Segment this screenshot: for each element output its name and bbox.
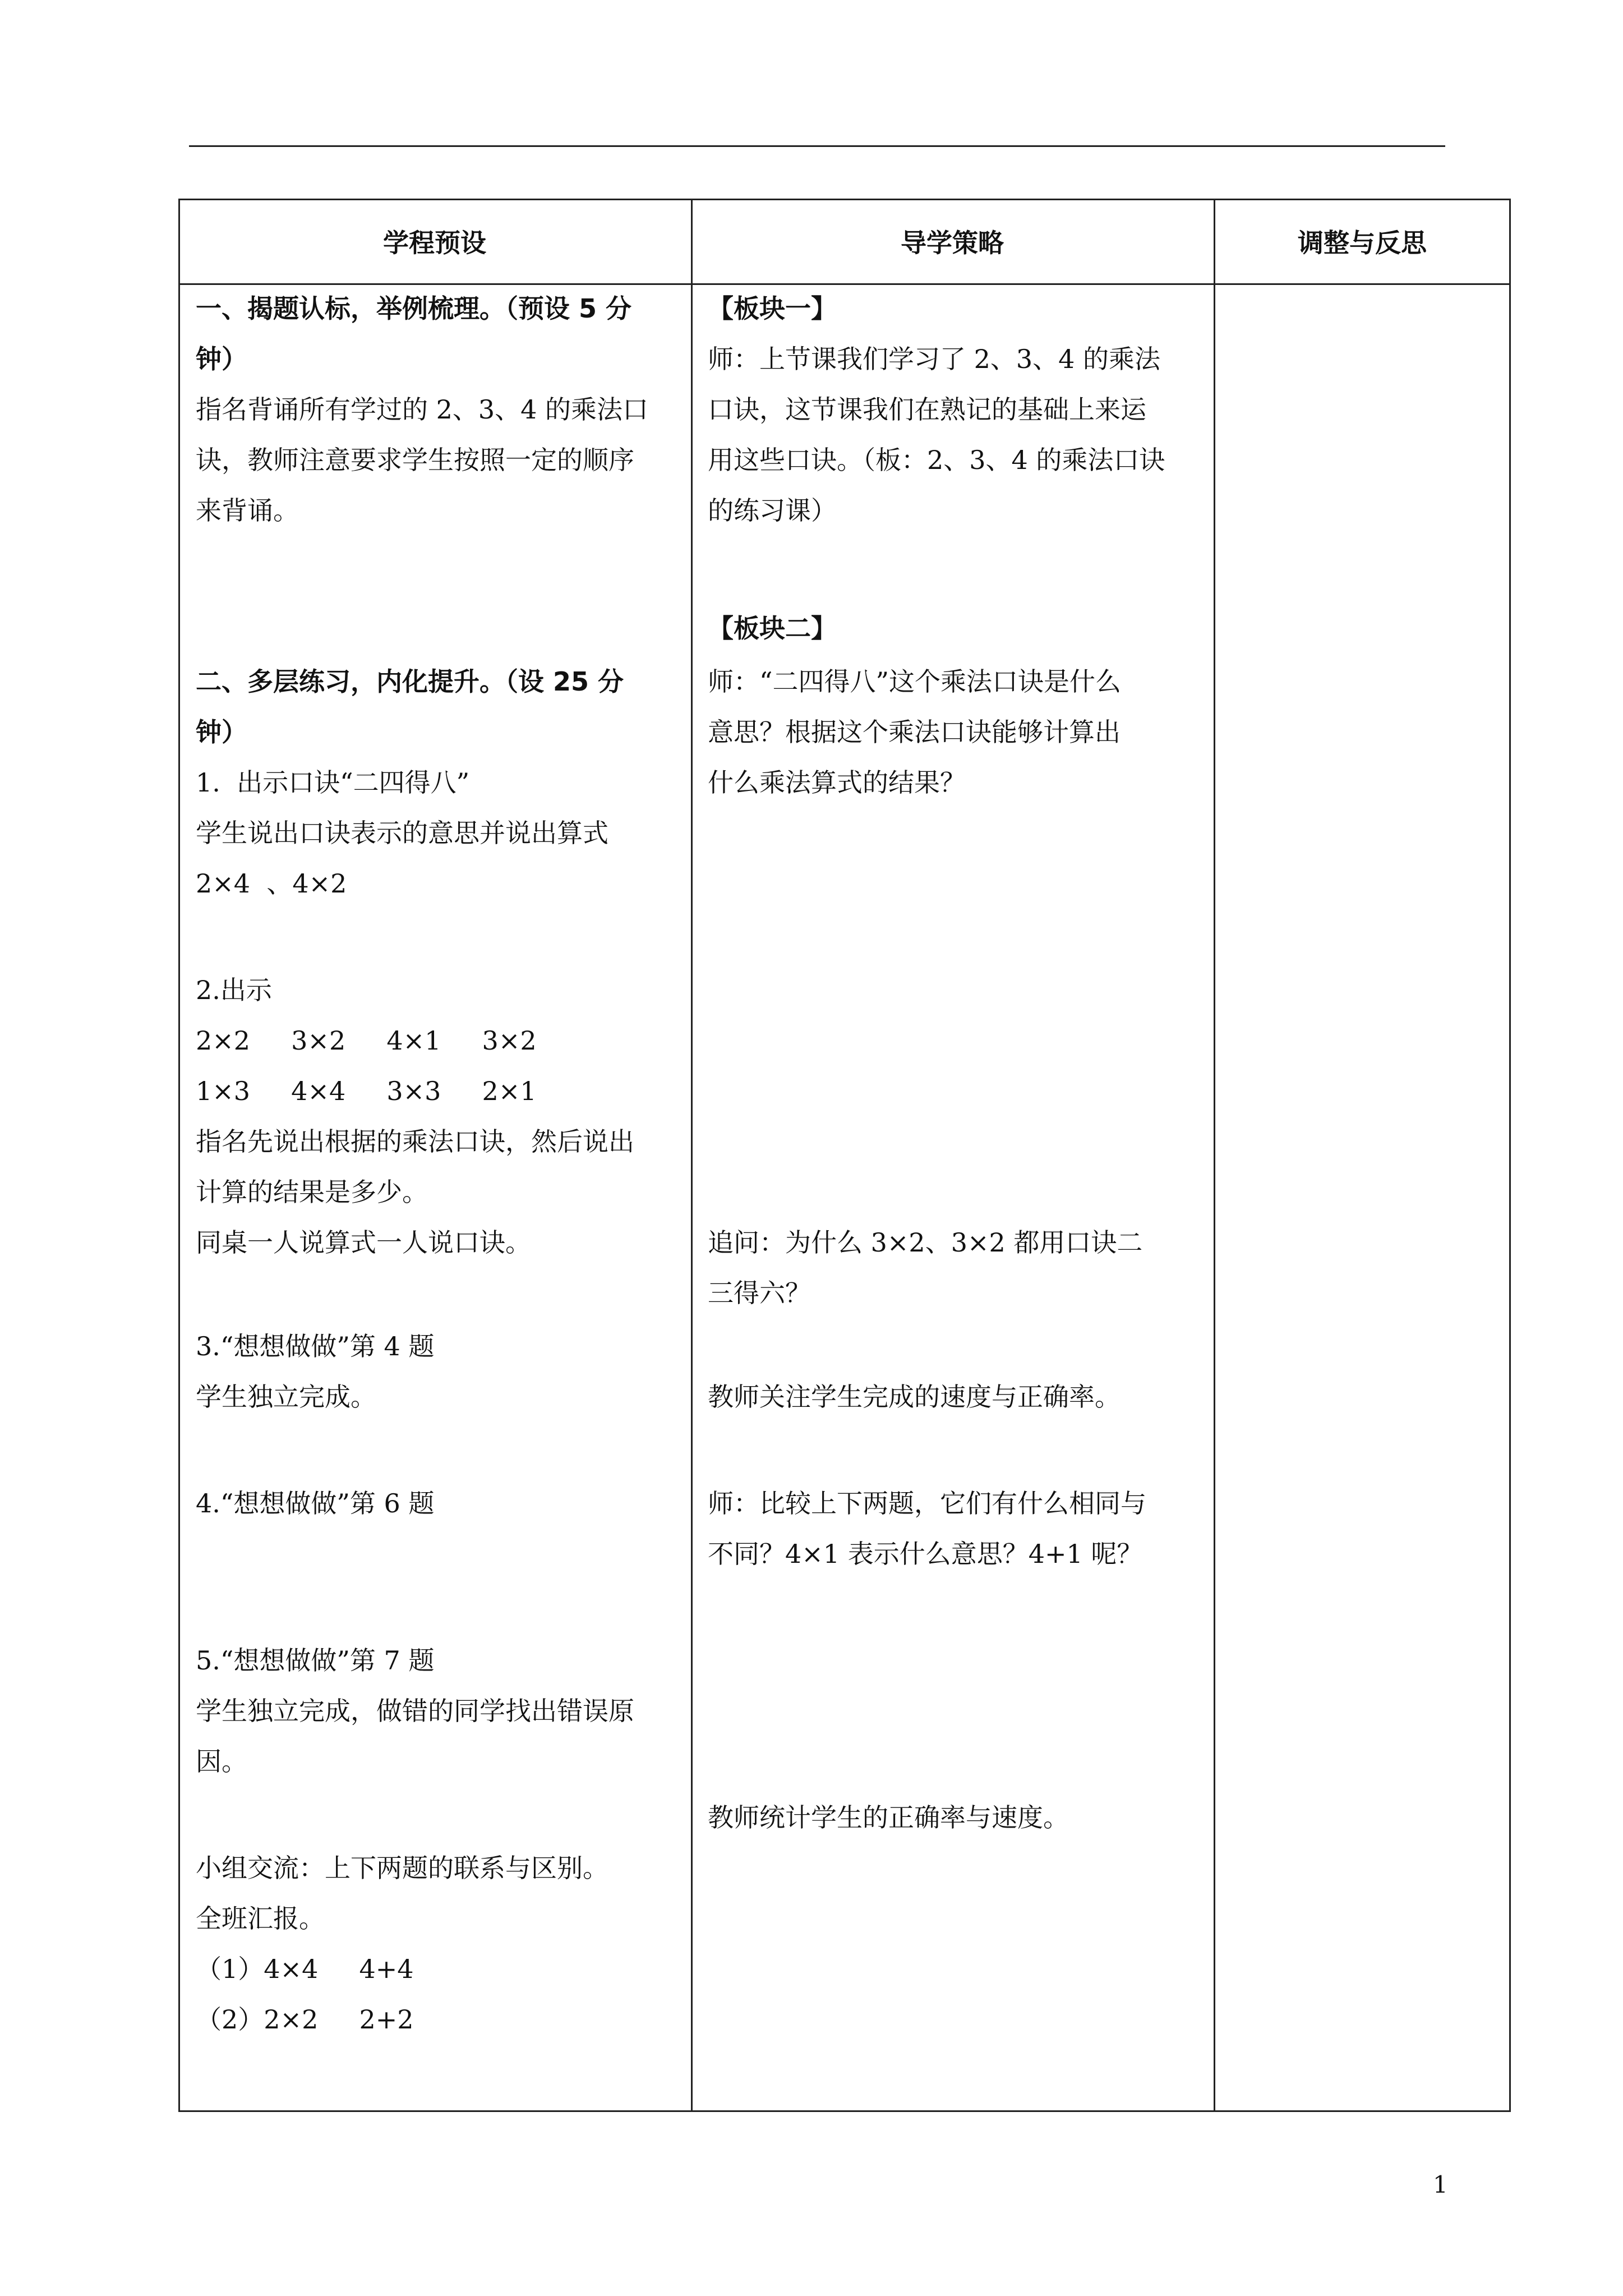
text-line: 同桌一人说算式一人说口诀。 bbox=[196, 1227, 531, 1258]
text-line: （2）2×2 2+2 bbox=[196, 2004, 414, 2035]
page-number: 1 bbox=[1433, 2171, 1448, 2198]
text-line: 什么乘法算式的结果？ bbox=[708, 767, 966, 798]
text-line: 追问：为什么 3×2、3×2 都用口诀二 bbox=[708, 1227, 1143, 1258]
header-guidance-strategy: 导学策略 bbox=[901, 227, 1004, 258]
text-line: 2×4 、4×2 bbox=[196, 868, 347, 899]
text-line: 2×2 3×2 4×1 3×2 bbox=[196, 1025, 537, 1056]
text-line: 指名背诵所有学过的 2、3、4 的乘法口 bbox=[196, 394, 649, 425]
text-line: 全班汇报。 bbox=[196, 1903, 325, 1934]
section-heading: 钟） bbox=[196, 344, 247, 374]
section-heading: 二、多层练习，内化提升。（设 25 分 bbox=[196, 666, 624, 697]
block-heading: 【板块二】 bbox=[708, 613, 837, 643]
text-line: 因。 bbox=[196, 1746, 247, 1777]
header-rule bbox=[189, 145, 1445, 147]
text-line: 三得六？ bbox=[708, 1278, 811, 1308]
text-line: 教师统计学生的正确率与速度。 bbox=[708, 1802, 1069, 1833]
text-line: 诀，教师注意要求学生按照一定的顺序 bbox=[196, 445, 634, 475]
text-line: 教师关注学生完成的速度与正确率。 bbox=[708, 1382, 1121, 1412]
text-line: 口诀，这节课我们在熟记的基础上来运 bbox=[708, 394, 1146, 425]
header-row-divider bbox=[178, 283, 1511, 285]
text-line: 意思？根据这个乘法口诀能够计算出 bbox=[708, 717, 1121, 747]
section-heading: 一、揭题认标，举例梳理。（预设 5 分 bbox=[196, 293, 632, 324]
text-line: 3.“想想做做”第 4 题 bbox=[196, 1331, 435, 1361]
column-divider-1 bbox=[691, 199, 693, 2112]
text-line: 小组交流：上下两题的联系与区别。 bbox=[196, 1853, 608, 1883]
block-heading: 【板块一】 bbox=[708, 293, 837, 324]
text-line: 师：上节课我们学习了 2、3、4 的乘法 bbox=[708, 344, 1161, 374]
text-line: 4.“想想做做”第 6 题 bbox=[196, 1488, 435, 1519]
header-learning-plan: 学程预设 bbox=[383, 227, 486, 258]
text-line: 学生说出口诀表示的意思并说出算式 bbox=[196, 818, 608, 848]
header-adjustment-reflection: 调整与反思 bbox=[1298, 227, 1427, 258]
text-line: （1）4×4 4+4 bbox=[196, 1954, 414, 1984]
text-line: 师：“二四得八”这个乘法口诀是什么 bbox=[708, 666, 1122, 697]
text-line: 学生独立完成，做错的同学找出错误原 bbox=[196, 1696, 634, 1726]
text-line: 不同？4×1 表示什么意思？4+1 呢？ bbox=[708, 1539, 1143, 1569]
text-line: 2.出示 bbox=[196, 975, 272, 1005]
text-line: 用这些口诀。（板：2、3、4 的乘法口诀 bbox=[708, 445, 1165, 475]
text-line: 的练习课） bbox=[708, 495, 837, 526]
text-line: 来背诵。 bbox=[196, 495, 299, 526]
text-line: 指名先说出根据的乘法口诀，然后说出 bbox=[196, 1126, 634, 1157]
text-line: 1. 出示口诀“二四得八” bbox=[196, 767, 470, 798]
text-line: 1×3 4×4 3×3 2×1 bbox=[196, 1076, 537, 1106]
text-line: 师：比较上下两题，它们有什么相同与 bbox=[708, 1488, 1146, 1519]
text-line: 5.“想想做做”第 7 题 bbox=[196, 1645, 435, 1676]
text-line: 学生独立完成。 bbox=[196, 1382, 376, 1412]
text-line: 计算的结果是多少。 bbox=[196, 1177, 428, 1207]
section-heading: 钟） bbox=[196, 717, 247, 747]
column-divider-2 bbox=[1214, 199, 1215, 2112]
